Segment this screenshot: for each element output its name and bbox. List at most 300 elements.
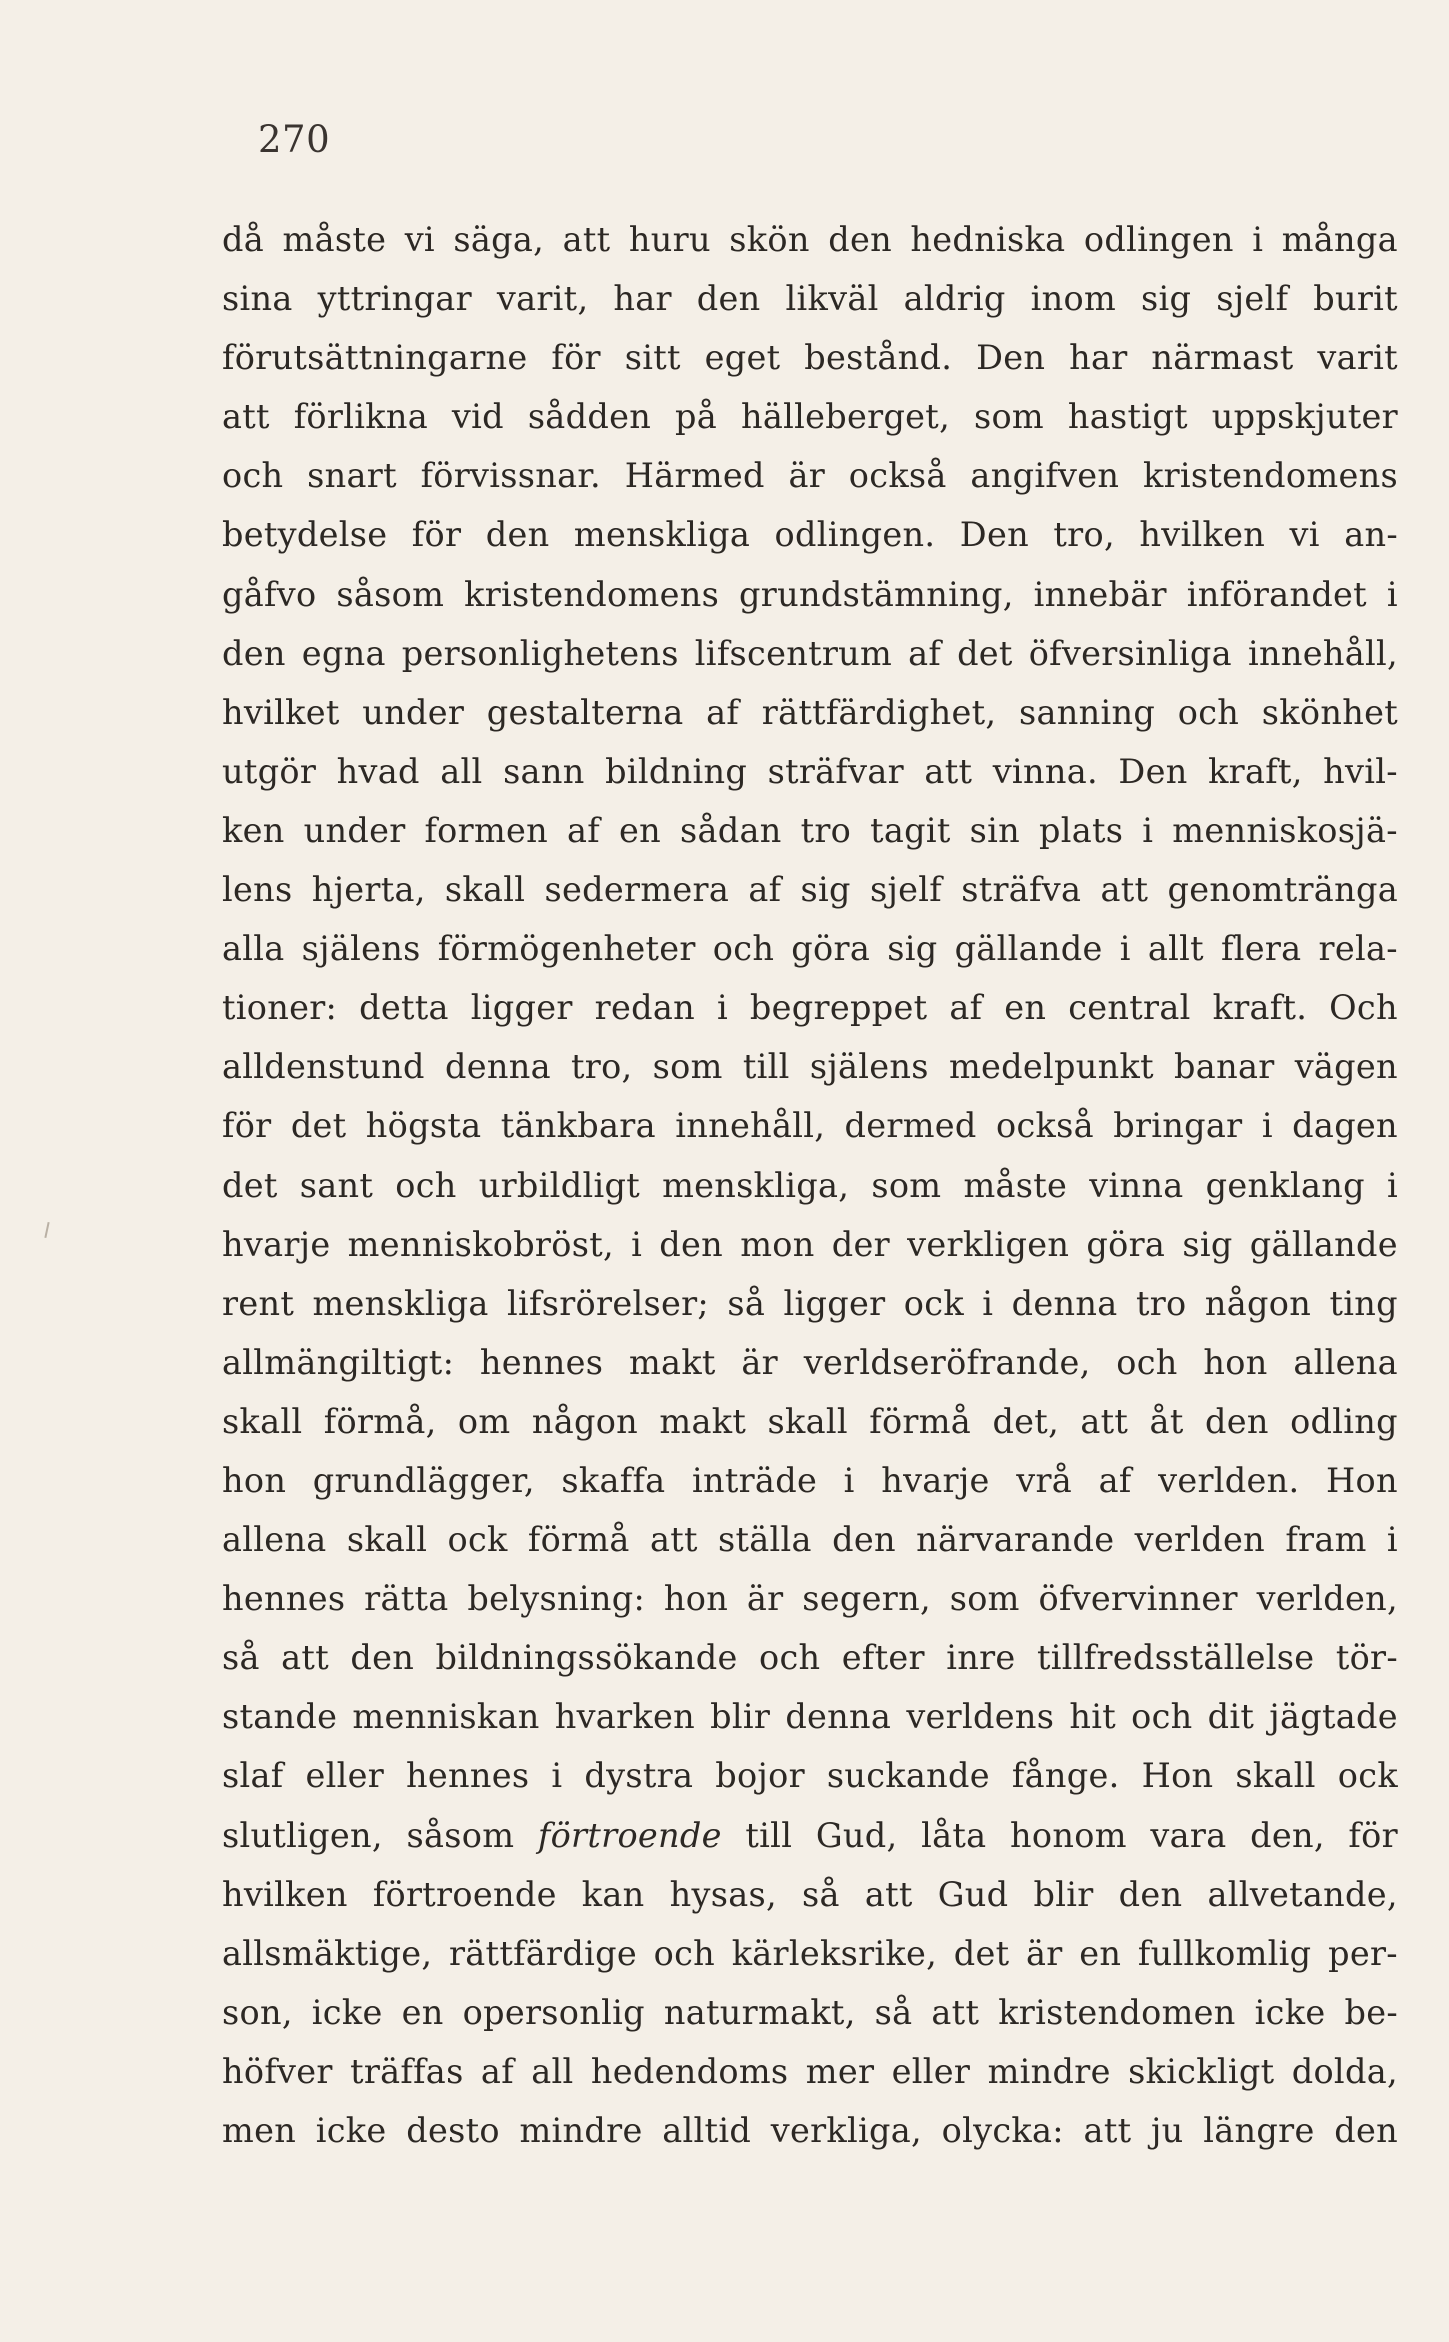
word: Hon [1141, 1756, 1214, 1796]
word: odlingen [1083, 220, 1234, 259]
word: Gud [937, 1874, 1009, 1914]
word: för [551, 338, 601, 378]
word: öfversinliga [1028, 633, 1232, 673]
word: att [1083, 2111, 1132, 2150]
word: fånge. [1011, 1756, 1120, 1796]
word: som [652, 1047, 723, 1087]
word: också [848, 456, 947, 496]
word: förutsättningarne [222, 338, 528, 378]
word: hedendoms [590, 2051, 789, 2091]
word: någon [531, 1401, 639, 1441]
word: det [290, 1106, 347, 1146]
word: tro, [571, 1047, 633, 1087]
word: den [350, 1638, 415, 1678]
word: den [659, 1224, 724, 1264]
word: själens [809, 1047, 929, 1087]
emphasized-word: förtroende [537, 1815, 722, 1855]
word: dermed [844, 1106, 977, 1146]
word: skönhet [1261, 692, 1398, 732]
word: sådan [679, 810, 782, 850]
word: eller [891, 2051, 971, 2091]
word: menskliga [573, 515, 751, 555]
word: alltid [662, 2111, 752, 2150]
word: tänkbara [500, 1106, 656, 1146]
word: ting [1329, 1283, 1398, 1323]
word: som [949, 1579, 1020, 1619]
word: såsom [336, 574, 445, 614]
word: kärleksrike, [731, 1933, 938, 1973]
text-line [222, 1806, 1398, 1865]
word: och [222, 456, 284, 496]
word: verkligen [907, 1224, 1070, 1264]
word: plats [1039, 810, 1124, 850]
text-line [222, 269, 1398, 328]
word: blir [1033, 1874, 1094, 1914]
word: flera [1221, 929, 1302, 969]
word: angifven [970, 456, 1120, 496]
word: i [1386, 1165, 1398, 1205]
word: sig [1141, 279, 1192, 319]
word: bestånd. [804, 338, 953, 378]
word: och [712, 929, 775, 969]
word: skall [222, 1401, 303, 1441]
text-line [222, 683, 1398, 742]
word: hjerta, [311, 870, 426, 910]
word: ligger [783, 1283, 886, 1323]
word: är [741, 1342, 778, 1382]
word: tagit [870, 810, 951, 850]
word: tör- [1335, 1638, 1398, 1678]
word: under [362, 692, 465, 732]
word: är [1026, 1933, 1063, 1973]
word: bojor [715, 1756, 805, 1796]
word: rent [222, 1283, 295, 1323]
text-line [222, 624, 1398, 683]
word: efter [841, 1638, 925, 1678]
text-line [222, 1924, 1398, 1983]
word: höfver [222, 2051, 333, 2091]
word: per- [1328, 1933, 1398, 1973]
word: förmögenheter [437, 929, 696, 969]
word: den [696, 279, 761, 319]
word: och [1116, 1342, 1178, 1382]
word: be- [1344, 1992, 1398, 2032]
word: skall [1235, 1756, 1316, 1796]
text-line [222, 565, 1398, 624]
word: urbildligt [478, 1165, 640, 1205]
word: kristendomen [998, 1992, 1236, 2032]
word: grundstämning, [739, 574, 1014, 614]
word: slaf [222, 1756, 284, 1796]
word: medelpunkt [948, 1047, 1154, 1087]
word: och [1131, 1697, 1193, 1737]
word: åt [1149, 1401, 1184, 1441]
word: den [1204, 1401, 1269, 1441]
word: af [706, 692, 740, 732]
word: betydelse [222, 515, 388, 555]
word: sjelf [869, 870, 942, 910]
word: menskliga [312, 1283, 489, 1323]
word: hennes [222, 1579, 346, 1619]
word: hvilket [222, 692, 340, 732]
word: mer [805, 2051, 875, 2091]
word: förmå [869, 1401, 972, 1441]
word: till [742, 1047, 790, 1087]
word: menskliga, [662, 1165, 850, 1205]
word: dit [1207, 1697, 1255, 1737]
word: men [222, 2111, 297, 2150]
word: rättfärdige [448, 1933, 637, 1973]
text-line [222, 446, 1398, 505]
text-line [222, 505, 1398, 564]
word: skall [346, 1520, 428, 1560]
text-line [222, 1215, 1398, 1274]
word: vid [451, 397, 504, 437]
word: en [401, 1992, 444, 2032]
word: i [843, 1460, 855, 1500]
word: gåfvo [222, 574, 317, 614]
word: vi [1289, 515, 1320, 555]
word: snart [307, 456, 397, 496]
word: central [1068, 988, 1191, 1028]
word: alla [222, 929, 285, 969]
word: närvarande [916, 1520, 1115, 1560]
text-line [222, 1983, 1398, 2042]
word: Och [1329, 988, 1398, 1028]
word: den [485, 515, 550, 555]
word: lens [222, 870, 293, 910]
word: skön [729, 220, 810, 259]
word: denna [1011, 1283, 1118, 1323]
word: den [1334, 2111, 1398, 2150]
word: der [831, 1224, 890, 1264]
word: i [982, 1283, 994, 1323]
word: den, [1250, 1815, 1325, 1855]
word: införandet [1186, 574, 1367, 614]
word: af [1098, 1460, 1132, 1500]
word: af [567, 810, 600, 850]
word: makt [659, 1401, 747, 1441]
word: fullkomlig [1137, 1933, 1312, 1973]
word: ock [1337, 1756, 1398, 1796]
word: så [222, 1638, 260, 1678]
word: sant [299, 1165, 374, 1205]
word: genomtränga [1167, 870, 1398, 910]
word: utgör [222, 751, 317, 791]
word: dagen [1292, 1106, 1398, 1146]
word: ställa [718, 1520, 812, 1560]
word: hvad [336, 751, 420, 791]
text-line [222, 1096, 1398, 1155]
word: en [1079, 1933, 1122, 1973]
word: hedniska [910, 220, 1066, 259]
word: opersonlig [462, 1992, 645, 2032]
text-line [222, 978, 1398, 1037]
word: hvarken [554, 1697, 695, 1737]
word: hvarje [222, 1224, 331, 1264]
text-line [222, 919, 1398, 978]
word: att [1080, 1401, 1129, 1441]
word: är [746, 1579, 784, 1619]
word: an- [1344, 515, 1398, 555]
word: närmast [1151, 338, 1294, 378]
text-line [222, 1865, 1398, 1924]
text-line [222, 1037, 1398, 1096]
word: ken [222, 810, 285, 850]
word: hennes [479, 1342, 604, 1382]
word: gällande [954, 929, 1103, 969]
word: sig [887, 929, 938, 969]
word: varit [1317, 338, 1398, 378]
word: begreppet [749, 988, 928, 1028]
word: rätta [364, 1579, 449, 1619]
word: belysning: [467, 1579, 646, 1619]
text-line [222, 1156, 1398, 1215]
word: i [1252, 220, 1264, 259]
word: bildning [605, 751, 748, 791]
word: suckande [826, 1756, 990, 1796]
word: i [1386, 574, 1398, 614]
text-line [222, 1569, 1398, 1628]
word: innehåll, [1247, 633, 1398, 673]
word: innebär [1033, 574, 1167, 614]
word: så [802, 1874, 840, 1914]
word: rela- [1318, 929, 1398, 969]
word: i [716, 988, 728, 1028]
word: hit [1069, 1697, 1117, 1737]
word: såsom [406, 1815, 515, 1855]
word: verldseröfrande, [803, 1342, 1091, 1382]
word: det [953, 1933, 1010, 1973]
word: skickligt [1128, 2051, 1275, 2091]
word: ligger [470, 988, 573, 1028]
word: eller [305, 1756, 385, 1796]
word: Den [959, 515, 1029, 555]
word: denna [444, 1047, 551, 1087]
word: tro [800, 810, 852, 850]
word: om [457, 1401, 511, 1441]
text-line [222, 1451, 1398, 1510]
word: många [1281, 220, 1398, 259]
word: som [871, 1165, 942, 1205]
word: sig [800, 870, 851, 910]
word: i [1119, 929, 1131, 969]
word: all [531, 2051, 574, 2091]
word: hennes [406, 1756, 530, 1796]
word: allsmäktige, [222, 1933, 433, 1973]
word: ock [903, 1283, 964, 1323]
word: sådden [527, 397, 652, 437]
text-line [222, 1333, 1398, 1392]
word: vara [1150, 1815, 1227, 1855]
word: förlikna [293, 397, 428, 437]
word: mindre [987, 2051, 1111, 2091]
word: sträfvar [767, 751, 904, 791]
word: fram [1285, 1520, 1367, 1560]
word: att [1100, 870, 1149, 910]
word: inre [946, 1638, 1016, 1678]
word: också [995, 1106, 1094, 1146]
text-line [222, 1746, 1398, 1805]
word: som [973, 397, 1044, 437]
word: allvetande, [1207, 1874, 1398, 1914]
word: formen [424, 810, 549, 850]
word: redan [594, 988, 695, 1028]
word: Gud, [815, 1815, 898, 1855]
word: sann [503, 751, 585, 791]
word: måste [282, 220, 387, 259]
word: af [949, 988, 983, 1028]
word: huru [628, 220, 711, 259]
word: allena [222, 1520, 327, 1560]
word: inträde [691, 1460, 818, 1500]
word: innehåll, [675, 1106, 826, 1146]
word: för [222, 1106, 272, 1146]
word: Den [976, 338, 1046, 378]
word: hysas, [669, 1874, 777, 1914]
word: då [222, 220, 265, 259]
word: träffas [350, 2051, 464, 2091]
word: uppskjuter [1211, 397, 1398, 437]
word: verldens [906, 1697, 1055, 1737]
word: denna [785, 1697, 892, 1737]
word: i [1261, 1106, 1273, 1146]
word: så [727, 1283, 766, 1323]
word: att [931, 1992, 980, 2032]
word: verlden. [1158, 1460, 1300, 1500]
word: odling [1290, 1401, 1398, 1441]
word: att [562, 220, 611, 259]
word: lifsrörelser; [507, 1283, 709, 1323]
word: en [1004, 988, 1047, 1028]
word: hälleberget, [740, 397, 951, 437]
word: alldenstund [222, 1047, 425, 1087]
word: förvissnar. [420, 456, 601, 496]
word: tioner: [222, 988, 338, 1028]
word: gestalterna [486, 692, 684, 732]
word: i [551, 1756, 563, 1796]
word: jägtade [1269, 1697, 1398, 1737]
word: verkliga, [770, 2111, 922, 2150]
text-line [222, 860, 1398, 919]
word: göra [1086, 1224, 1166, 1264]
word: dystra [584, 1756, 694, 1796]
word: detta [359, 988, 449, 1028]
word: sitt [624, 338, 681, 378]
word: längre [1203, 2111, 1315, 2150]
margin-mark [44, 1222, 49, 1238]
word: inom [1030, 279, 1117, 319]
word: bringar [1113, 1106, 1243, 1146]
word: hastigt [1067, 397, 1188, 437]
word: vi [404, 220, 435, 259]
word: icke [311, 1992, 383, 2032]
word: och [1177, 692, 1240, 732]
word: allt [1147, 929, 1204, 969]
word: mindre [519, 2111, 643, 2150]
word: grundlägger, [312, 1460, 535, 1500]
word: göra [791, 929, 871, 969]
word: sin [969, 810, 1021, 850]
text-line [222, 2042, 1398, 2101]
word: för [411, 515, 462, 555]
word: kan [581, 1874, 645, 1914]
word: stande [222, 1697, 338, 1737]
word: kristendomens [1142, 456, 1398, 496]
word: kraft, [1208, 751, 1303, 791]
word: all [440, 751, 483, 791]
word: vrå [1016, 1460, 1073, 1500]
word: sig [1182, 1224, 1233, 1264]
word: bildningssökande [435, 1638, 738, 1678]
text-line [222, 1392, 1398, 1451]
word: menniskobröst, [347, 1224, 614, 1264]
word: tro [1135, 1283, 1187, 1323]
word: odlingen. [774, 515, 936, 555]
word: det, [992, 1401, 1060, 1441]
word: och [653, 1933, 716, 1973]
word: vägen [1294, 1047, 1398, 1087]
word: verlden [1134, 1520, 1266, 1560]
text-line [222, 328, 1398, 387]
word: låta [921, 1815, 987, 1855]
word: af [748, 870, 782, 910]
word: sanning [1018, 692, 1156, 732]
word: någon [1204, 1283, 1312, 1323]
word: så [874, 1992, 913, 2032]
word: skaffa [561, 1460, 666, 1500]
word: tillfredsställelse [1036, 1638, 1315, 1678]
word: öfvervinner [1038, 1579, 1238, 1619]
word: kristendomens [464, 574, 720, 614]
word: hon [222, 1460, 287, 1500]
word: och [758, 1638, 821, 1678]
text-line [222, 1510, 1398, 1569]
word: för [1348, 1815, 1398, 1855]
body-text [222, 210, 1398, 2160]
word: sedermera [544, 870, 730, 910]
word: desto [406, 2111, 500, 2150]
word: gällande [1249, 1224, 1398, 1264]
word: af [908, 633, 942, 673]
word: den [1118, 1874, 1183, 1914]
word: Den [1118, 751, 1188, 791]
word: blir [710, 1697, 771, 1737]
word: har [613, 279, 672, 319]
word: naturmakt, [663, 1992, 856, 2032]
word: menniskosjä- [1172, 810, 1398, 850]
word: sträfva [961, 870, 1082, 910]
word: en [618, 810, 661, 850]
word: sina [222, 279, 293, 319]
word: är [788, 456, 826, 496]
word: att [649, 1520, 698, 1560]
word: menniskan [352, 1697, 540, 1737]
text-line [222, 2101, 1398, 2160]
word: lifscentrum [694, 633, 893, 673]
word: personlighetens [401, 633, 679, 673]
word: yttringar [317, 279, 472, 319]
word: skall [767, 1401, 848, 1441]
word: aldrig [903, 279, 1006, 319]
word: skall [444, 870, 526, 910]
word: har [1069, 338, 1128, 378]
word: högsta [365, 1106, 482, 1146]
word: i [1386, 1520, 1398, 1560]
word: likväl [785, 279, 879, 319]
word: segern, [802, 1579, 931, 1619]
word: att [222, 397, 270, 437]
